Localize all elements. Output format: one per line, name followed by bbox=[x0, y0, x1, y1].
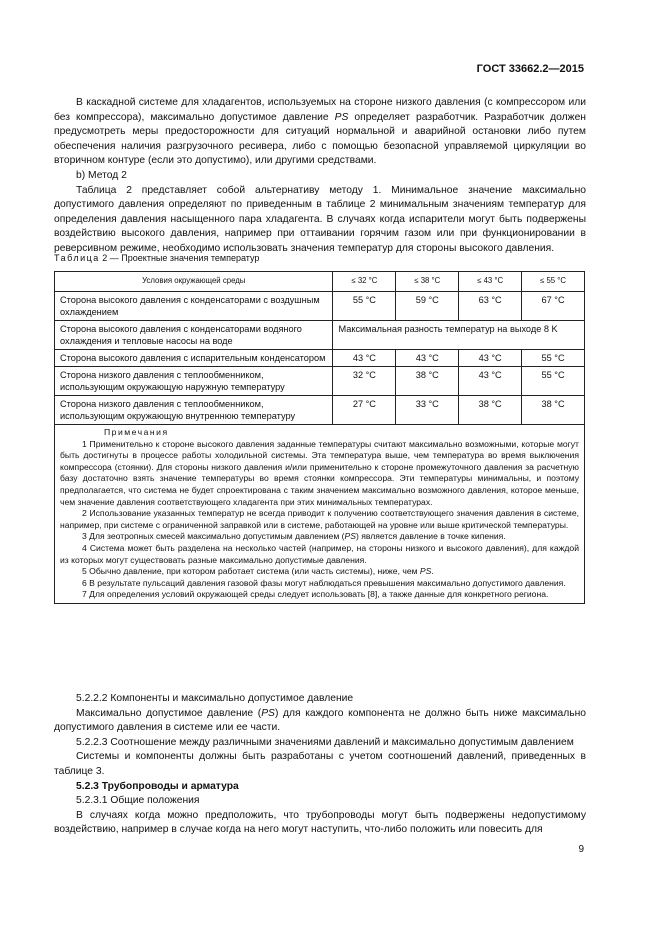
note-2: 2 Использование указанных температур не всегда приводит к получению соответствующего значения давления в системе, например, при системе с ограниченной заправкой или в системе, работающей на уровне или выше критической температуры. bbox=[60, 508, 579, 530]
section-5-2-3-title: 5.2.3 Трубопроводы и арматура bbox=[76, 780, 239, 792]
cell-value: 59 °C bbox=[396, 292, 459, 321]
header-38: ≤ 38 °C bbox=[396, 272, 459, 292]
cell-value: 55 °C bbox=[333, 292, 396, 321]
table-notes bbox=[55, 425, 585, 604]
table-caption-title: 2 — Проектные значения температур bbox=[99, 253, 260, 263]
method-2-label: b) Метод 2 bbox=[76, 169, 127, 181]
note-7: 7 Для определения условий окружающей среды следует использовать [8], а также данные для конкретного региона. bbox=[82, 589, 549, 600]
paragraph-table2: Таблица 2 представляет собой альтернативу методу 1. Минимальное значение максимально допустимого давления определяют по приведенным в таблице 2 минимальным значениям температур для определения давления насыщенного пара хладагента. В случаях когда испарители могут быть подвержены воздействию высокого давления, например при оттаивании горячим газом или при функционировании в реверсивном режиме, необходимо использовать значения температур для стороны высокого давления. bbox=[54, 184, 586, 254]
row-label: Сторона высокого давления с испарительным конденсатором bbox=[55, 350, 333, 367]
section-5-2-3-1-title: 5.2.3.1 Общие положения bbox=[76, 795, 200, 807]
note-1: 1 Применительно к стороне высокого давления заданные температуры считают максимально возможными, которые могут быть достигнуты в процессе работы холодильной системы. Эта температура выше, чем температура во время выключения компрессора (стоянки). Для стороны низкого давления и/или применительно к стороне промежуточного давления за расчетную базу достаточно взять значение температуры во время стоянки компрессора. Эти температуры минимальны, и поэтому предполагается, что система не будет спроектирована с таким значением максимально возможного давления, которое меньше, чем значение давления соответствующего хладагента при этих минимальных температурах. bbox=[60, 438, 579, 507]
note-5: 5 Обычно давление, при котором работает система (или часть системы), ниже, чем PS. bbox=[82, 566, 434, 577]
header-55: ≤ 55 °C bbox=[522, 272, 585, 292]
table-row bbox=[55, 350, 585, 367]
section-5-2-2-3-title: 5.2.2.3 Соотношение между различными значениями давлений и максимально допустимым давлением bbox=[76, 736, 574, 748]
section-5-2-2-2-title: 5.2.2.2 Компоненты и максимально допустимое давление bbox=[76, 693, 354, 704]
table-row bbox=[55, 396, 585, 425]
section-5-2-2-3-body: Системы и компоненты должны быть разработаны с учетом соотношений давлений, приведенных в таблице 3. bbox=[54, 751, 586, 777]
page-number: 9 bbox=[578, 844, 584, 855]
section-5-2-2-2-body: Максимально допустимое давление (PS) для каждого компонента не должно быть ниже максимально допустимого давления в системе или ее части. bbox=[54, 707, 586, 734]
cell-value: 63 °C bbox=[459, 292, 522, 321]
intro-text bbox=[54, 96, 586, 257]
row-label: Сторона высокого давления с конденсаторами водяного охлаждения и тепловые насосы на воде bbox=[55, 321, 333, 350]
cell-merged-value: Максимальная разность температур на выходе 8 K bbox=[333, 321, 585, 350]
table-header-row bbox=[55, 272, 585, 292]
cell-value: 38 °C bbox=[396, 367, 459, 396]
header-32: ≤ 32 °C bbox=[333, 272, 396, 292]
section-text bbox=[54, 692, 586, 838]
header-conditions: Условия окружающей среды bbox=[55, 272, 333, 292]
table-row bbox=[55, 367, 585, 396]
cell-value: 67 °C bbox=[522, 292, 585, 321]
cell-value: 55 °C bbox=[522, 367, 585, 396]
cell-value: 32 °C bbox=[333, 367, 396, 396]
cell-value: 38 °C bbox=[522, 396, 585, 425]
note-6: 6 В результате пульсаций давления газовой фазы могут наблюдаться превышения максимально допустимого давления. bbox=[82, 577, 566, 588]
note-3: 3 Для зеотропных смесей максимально допустимым давлением (PS) является давление в точке кипения. bbox=[82, 531, 506, 542]
table-row bbox=[55, 292, 585, 321]
cell-value: 33 °C bbox=[396, 396, 459, 425]
cell-value: 43 °C bbox=[459, 367, 522, 396]
standard-header: ГОСТ 33662.2—2015 bbox=[476, 63, 584, 75]
row-label: Сторона низкого давления с теплообменником, использующим окружающую внутреннюю температуру bbox=[55, 396, 333, 425]
table-row bbox=[55, 321, 585, 350]
cell-value: 38 °C bbox=[459, 396, 522, 425]
table-caption-word: Таблица bbox=[54, 253, 100, 263]
row-label: Сторона низкого давления с теплообменником, использующим окружающую наружную температуру bbox=[55, 367, 333, 396]
table-notes-row bbox=[55, 425, 585, 604]
header-43: ≤ 43 °C bbox=[459, 272, 522, 292]
cell-value: 43 °C bbox=[396, 350, 459, 367]
design-temperatures-table bbox=[54, 271, 585, 604]
section-5-2-3-1-body: В случаях когда можно предположить, что трубопроводы могут быть подвержены недопустимому воздействию, например в случае когда на него могут наступить, что-либо положить или повесить для bbox=[54, 809, 586, 836]
cell-value: 55 °C bbox=[522, 350, 585, 367]
cell-value: 43 °C bbox=[333, 350, 396, 367]
notes-title: Примечания bbox=[104, 427, 169, 437]
cell-value: 27 °C bbox=[333, 396, 396, 425]
table-caption bbox=[54, 253, 259, 263]
note-4: 4 Система может быть разделена на несколько частей (например, на стороны низкого и высокого давления), для каждой из которых могут существовать разные максимально допустимые давления. bbox=[60, 542, 579, 565]
cell-value: 43 °C bbox=[459, 350, 522, 367]
paragraph-cascade: В каскадной системе для хладагентов, используемых на стороне низкого давления (с компрессором или без компрессора), максимально допустимое давление PS определяет разработчик. Разработчик должен предусмотреть меры предосторожности для ситуаций нормальной и аварийной остановки либо путем обеспечения наличия разгрузочного ресивера, либо с помощью безопасной управляемой циркуляции во вторичном контуре (если это допустимо), или другими средствами. bbox=[54, 97, 586, 167]
row-label: Сторона высокого давления с конденсаторами с воздушным охлаждением bbox=[55, 292, 333, 321]
